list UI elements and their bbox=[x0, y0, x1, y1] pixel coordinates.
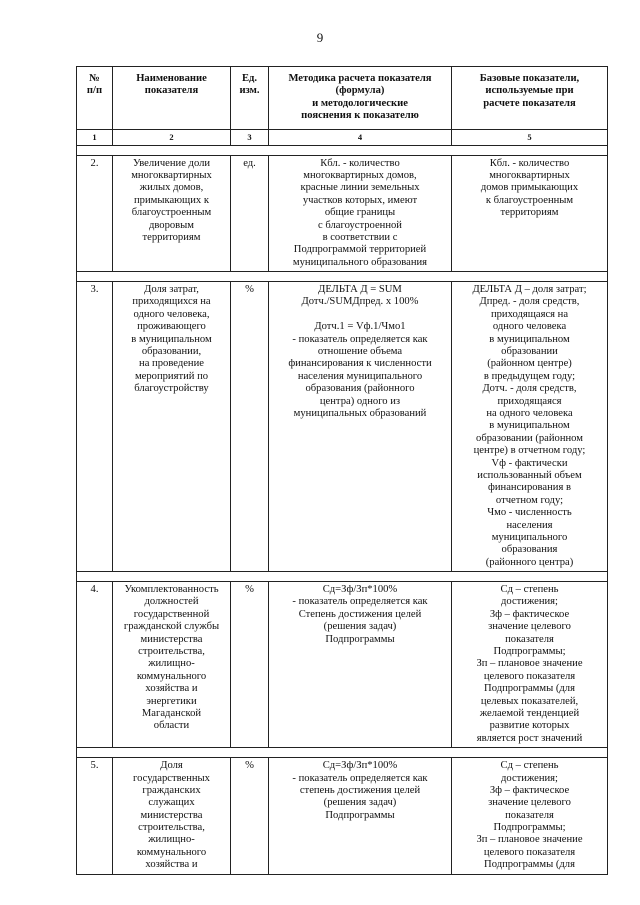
separator-cell bbox=[77, 272, 608, 282]
indicator-name: Укомплектованность должностей государственной гражданской службы министерства строительства, жилищно- коммунального хозяйства и энергетики Магаданской области bbox=[113, 582, 231, 748]
header-number: № п/п bbox=[77, 67, 113, 130]
column-number: 4 bbox=[269, 129, 452, 145]
row-number: 2. bbox=[77, 155, 113, 272]
row-number: 5. bbox=[77, 758, 113, 875]
row-separator bbox=[77, 748, 608, 758]
separator-cell bbox=[77, 572, 608, 582]
unit: % bbox=[231, 282, 269, 572]
row-separator bbox=[77, 272, 608, 282]
row-number: 4. bbox=[77, 582, 113, 748]
method: Сд=Зф/Зп*100% - показатель определяется как Степень достижения целей (решения задач) Подпрограммы bbox=[269, 582, 452, 748]
indicator-name: Увеличение доли многоквартирных жилых домов, примыкающих к благоустроенным дворовым территориям bbox=[113, 155, 231, 272]
column-numbers-row bbox=[77, 129, 608, 145]
header-indicator-name: Наименование показателя bbox=[113, 67, 231, 130]
indicator-name: Доля затрат, приходящихся на одного человека, проживающего в муниципальном образовании, на проведение мероприятий по благоустройству bbox=[113, 282, 231, 572]
method: ДЕЛЬТА Д = SUM Дотч./SUMДпред. x 100% Дотч.1 = Vф.1/Чмо1 - показатель определяется как отношение объема финансирования к численности населения муниципального образования (районного центра) одного из муниципальных образований bbox=[269, 282, 452, 572]
unit: % bbox=[231, 582, 269, 748]
row-separator bbox=[77, 572, 608, 582]
header-method: Методика расчета показателя (формула) и методологические пояснения к показателю bbox=[269, 67, 452, 130]
column-number: 1 bbox=[77, 129, 113, 145]
base-indicators: ДЕЛЬТА Д – доля затрат; Дпред. - доля средств, приходящаяся на одного человека в муниципальном образовании (районном центре) в предыдущем году; Дотч. - доля средств, приходящаяся на одного человека в муниципальном образовании (районном центре) в отчетном году; Vф - фактически использованный объем финансирования в отчетном году; Чмо - численность населения муниципального образования (районного центра) bbox=[452, 282, 608, 572]
table-header-row bbox=[77, 67, 608, 130]
table-row bbox=[77, 282, 608, 572]
method: Кбл. - количество многоквартирных домов, красные линии земельных участков которых, имеют общие границы с благоустроенной в соответствии с Подпрограммой территорией муниципального образования bbox=[269, 155, 452, 272]
column-number: 2 bbox=[113, 129, 231, 145]
header-unit: Ед. изм. bbox=[231, 67, 269, 130]
page-number: 9 bbox=[316, 30, 324, 45]
header-base-indicators: Базовые показатели, используемые при расчете показателя bbox=[452, 67, 608, 130]
table-row bbox=[77, 155, 608, 272]
separator-cell bbox=[77, 145, 608, 155]
indicators-table bbox=[76, 66, 608, 875]
separator-cell bbox=[77, 748, 608, 758]
method: Сд=Зф/Зп*100% - показатель определяется как степень достижения целей (решения задач) Подпрограммы bbox=[269, 758, 452, 875]
base-indicators: Сд – степень достижения; Зф – фактическое значение целевого показателя Подпрограммы; Зп – плановое значение целевого показателя Подпрограммы (для целевых показателей, желаемой тенденцией развитие которых является рост значений bbox=[452, 582, 608, 748]
indicator-name: Доля государственных гражданских служащих министерства строительства, жилищно- коммунального хозяйства и bbox=[113, 758, 231, 875]
column-number: 5 bbox=[452, 129, 608, 145]
table-row bbox=[77, 582, 608, 748]
column-number: 3 bbox=[231, 129, 269, 145]
base-indicators: Кбл. - количество многоквартирных домов примыкающих к благоустроенным территориям bbox=[452, 155, 608, 272]
base-indicators: Сд – степень достижения; Зф – фактическое значение целевого показателя Подпрограммы; Зп – плановое значение целевого показателя Подпрограммы (для bbox=[452, 758, 608, 875]
table-row bbox=[77, 758, 608, 875]
row-number: 3. bbox=[77, 282, 113, 572]
unit: % bbox=[231, 758, 269, 875]
unit: ед. bbox=[231, 155, 269, 272]
row-separator bbox=[77, 145, 608, 155]
